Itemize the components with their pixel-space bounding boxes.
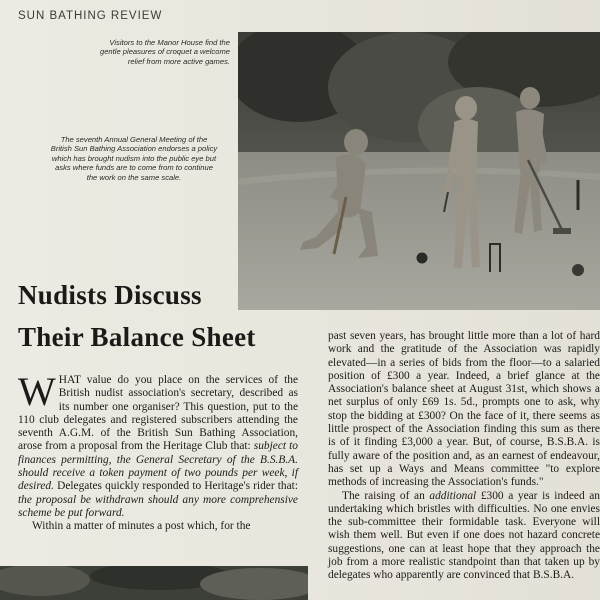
second-photo-strip — [0, 566, 308, 600]
photo-caption-top: Visitors to the Manor House find the gentle pleasures of croquet a welcome relief from more active games. — [99, 38, 230, 66]
paragraph-2: Within a matter of minutes a post which, for the — [32, 520, 251, 533]
heritage-rider: the proposal be withdrawn should any more comprehensive scheme be put forward. — [18, 493, 298, 519]
paragraph-3: past seven years, has brought little more than a lot of hard work and the gratitude of the Association was rapidly elevated—in a series of bids from the floor—to a salaried position of £300 a year. Indeed, a brief glance at the Association's balance sheet at August 31st, which shows a net surplus of only £69 1s. 5d., prompts one to ask, why stop the bidding at £300? On the face of it, there seems as little prospect of the Association finding this sum as there is of it finding £3,000 a year. But, of course, B.S.B.A. is fully aware of the position and, as an earnest of endeavour, has set up a Ways and Means committee "to explore methods of increasing the Association's funds." — [328, 330, 600, 489]
croquet-photo — [238, 32, 600, 310]
photo-caption-agm: The seventh Annual General Meeting of the British Sun Bathing Association endorses a policy which has brought nudism into the public eye but asks where funds are to come from to continue the work on the same scale. — [50, 135, 218, 182]
article-column-right — [328, 330, 600, 583]
lead-paragraph — [18, 369, 298, 520]
lead-text: HAT value do you place on the services of the British nudist association's secretary, described as its number one organiser? This question, put to the 110 club delegates and registered subscribers attending the seventh A.G.M. of the British Sun Bathing Association, arose from a proposal from the Heritage Club that: — [18, 374, 298, 453]
headline-line-1: Nudists Discuss — [18, 280, 202, 310]
paragraph-4: The raising of an additional £300 a year is indeed an undertaking which bristles with difficulties. No one envies the sub-committee their formidable task. Everyone will wish them well. But even if one does not hazard concrete suggestions, one can at least hope that they approach the job from a more realistic standpoint than that taken up by delegates who apparently are convinced that B.S.B.A. — [328, 489, 600, 582]
drop-cap: W — [18, 369, 56, 414]
lead-text-continued: Delegates quickly responded to Heritage's rider that: — [53, 480, 298, 493]
article-column-left — [18, 369, 298, 534]
masthead: SUN BATHING REVIEW — [18, 10, 163, 22]
headline-line-2: Their Balance Sheet — [18, 322, 256, 352]
heritage-resolution: subject to finances permitting, the General Secretary of the B.S.B.A. should receive a token payment of two pounds per week, if desired. — [18, 440, 298, 493]
